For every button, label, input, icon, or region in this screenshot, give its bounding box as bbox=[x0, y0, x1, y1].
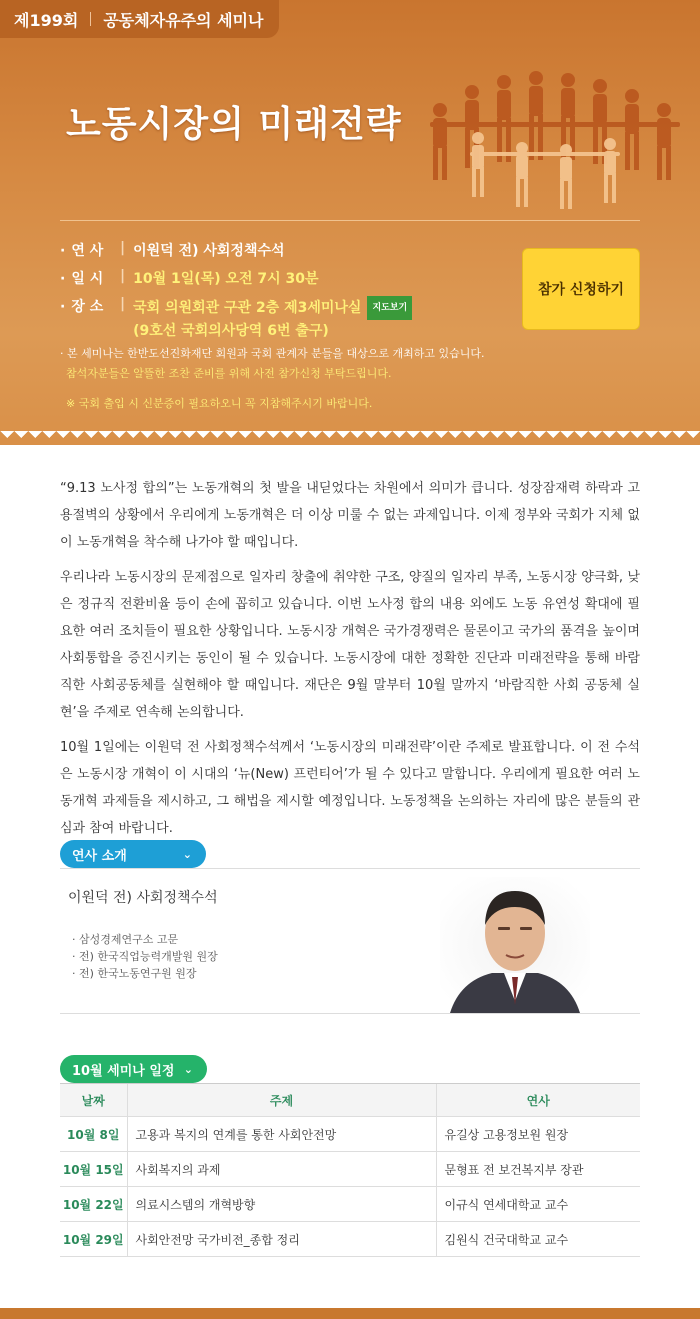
article-paragraph-2: 우리나라 노동시장의 문제점으로 일자리 창출에 취약한 구조, 양질의 일자리 부족, 노동시장 양극화, 낮은 정규직 전환비율 등이 손에 꼽히고 있습니다. 이번 노사정 합의 내용 외에도 노동 유연성 확대에 필요한 여러 조치들이 필요한 상황입니다. 노동시장 개혁은 국가경쟁력은 물론이고 국가의 품격을 높이며 사회통합을 증진시키는 동인이 될 수 있습니다. 노동시장에 대한 정확한 진단과 미래전략을 통해 바람직한 사회공동체를 실현해야 할 때입니다. 재단은 9월 말부터 10월 말까지 ‘바람직한 사회 공동체 실현’을 주제로 연속해 논의합니다. bbox=[60, 570, 640, 720]
article-paragraph-1: “9.13 노사정 합의”는 노동개혁의 첫 발을 내딛었다는 차원에서 의미가 큽니다. 성장잠재력 하락과 고용절벽의 상황에서 우리에게 노동개혁은 더 이상 미룰 수 없는 과제입니다. 이제 정부와 국회가 지체 없이 노동개혁을 착수해 나가야 할 때입니다. bbox=[60, 481, 640, 550]
edition-number: 제199회 bbox=[14, 10, 79, 30]
schedule-label: 10월 세미나 일정 bbox=[72, 1063, 175, 1079]
column-header-speaker: 연사 bbox=[436, 1084, 640, 1117]
row-speaker: 이규식 연세대학교 교수 bbox=[436, 1187, 640, 1222]
info-separator: | bbox=[120, 296, 126, 312]
column-header-topic: 주제 bbox=[127, 1084, 436, 1117]
note-line-2: 참석자분들은 알뜰한 조찬 준비를 위해 사전 참가신청 부탁드립니다. bbox=[66, 367, 392, 380]
table-row bbox=[60, 1187, 640, 1222]
speaker-portrait bbox=[440, 877, 590, 1013]
info-date-row bbox=[60, 268, 520, 290]
speaker-profile bbox=[60, 868, 640, 1014]
place-line-2: (9호선 국회의사당역 6번 출구) bbox=[133, 323, 329, 339]
info-separator: | bbox=[120, 268, 126, 284]
article-paragraph-3: 10월 1일에는 이원덕 전 사회정책수석께서 ‘노동시장의 미래전략’이란 주제로 발표합니다. 이 전 수석은 노동시장 개혁이 이 시대의 ‘뉴(New) 프런티어’가 될 수 있다고 말합니다. 우리에게 필요한 여러 노동개혁 과제들을 제시하고, 그 해법을 제시할 예정입니다. 노동정책을 논의하는 자리에 많은 분들의 관심과 참여 바랍니다. bbox=[60, 740, 640, 836]
note-line-1: · 본 세미나는 한반도선진화재단 회원과 국회 관계자 분들을 대상으로 개최하고 있습니다. bbox=[60, 347, 485, 360]
row-date: 10월 29일 bbox=[60, 1222, 127, 1257]
header-divider bbox=[60, 220, 640, 221]
career-item: · 전) 한국직업능력개발원 원장 bbox=[72, 948, 218, 965]
id-warning: ※ 국회 출입 시 신분증이 필요하오니 꼭 지참해주시기 바랍니다. bbox=[66, 397, 373, 410]
info-speaker-value: 이원덕 전) 사회정책수석 bbox=[133, 243, 285, 259]
page-title: 노동시장의 미래전략 bbox=[66, 104, 402, 145]
table-row bbox=[60, 1117, 640, 1152]
info-label-speaker: · 연 사 bbox=[60, 240, 120, 260]
table-row bbox=[60, 1222, 640, 1257]
article-body bbox=[60, 475, 640, 850]
career-item: · 삼성경제연구소 고문 bbox=[72, 931, 218, 948]
speaker-career-list bbox=[72, 931, 218, 982]
row-speaker: 김원식 건국대학교 교수 bbox=[436, 1222, 640, 1257]
people-circle-illustration bbox=[410, 62, 700, 212]
series-name: 공동체자유주의 세미나 bbox=[103, 10, 264, 30]
info-place-row bbox=[60, 296, 520, 342]
event-info bbox=[60, 240, 520, 348]
info-date-value: 10월 1일(목) 오전 7시 30분 bbox=[133, 271, 319, 287]
info-label-date: · 일 시 bbox=[60, 268, 120, 288]
footer-bar bbox=[0, 1308, 700, 1319]
info-speaker-row bbox=[60, 240, 520, 262]
row-topic: 의료시스템의 개혁방향 bbox=[127, 1187, 436, 1222]
row-date: 10월 15일 bbox=[60, 1152, 127, 1187]
row-topic: 고용과 복지의 연계를 통한 사회안전망 bbox=[127, 1117, 436, 1152]
row-date: 10월 8일 bbox=[60, 1117, 127, 1152]
chevron-down-icon: ⌄ bbox=[183, 1062, 193, 1076]
october-schedule-tab[interactable] bbox=[60, 1055, 207, 1083]
seminar-badge bbox=[0, 0, 279, 38]
speaker-name: 이원덕 전) 사회정책수석 bbox=[68, 890, 218, 906]
hero-banner bbox=[0, 0, 700, 445]
info-label-place: · 장 소 bbox=[60, 296, 120, 316]
column-header-date: 날짜 bbox=[60, 1084, 127, 1117]
row-speaker: 유길상 고용정보원 원장 bbox=[436, 1117, 640, 1152]
apply-button[interactable]: 참가 신청하기 bbox=[522, 248, 640, 330]
career-item: · 전) 한국노동연구원 원장 bbox=[72, 965, 218, 982]
row-speaker: 문형표 전 보건복지부 장관 bbox=[436, 1152, 640, 1187]
place-line-1: 국회 의원회관 구관 2층 제3세미나실 bbox=[133, 300, 362, 316]
table-row bbox=[60, 1152, 640, 1187]
speaker-intro-tab[interactable] bbox=[60, 840, 206, 868]
info-place-value bbox=[133, 296, 412, 342]
speaker-intro-label: 연사 소개 bbox=[72, 848, 127, 864]
row-topic: 사회안전망 국가비전_종합 정리 bbox=[127, 1222, 436, 1257]
map-link-button[interactable]: 지도보기 bbox=[367, 296, 412, 320]
event-notes bbox=[60, 344, 540, 414]
schedule-table bbox=[60, 1083, 640, 1257]
table-header-row bbox=[60, 1084, 640, 1117]
row-topic: 사회복지의 과제 bbox=[127, 1152, 436, 1187]
badge-divider bbox=[90, 12, 91, 26]
row-date: 10월 22일 bbox=[60, 1187, 127, 1222]
info-separator: | bbox=[120, 240, 126, 256]
chevron-down-icon: ⌄ bbox=[182, 847, 192, 861]
